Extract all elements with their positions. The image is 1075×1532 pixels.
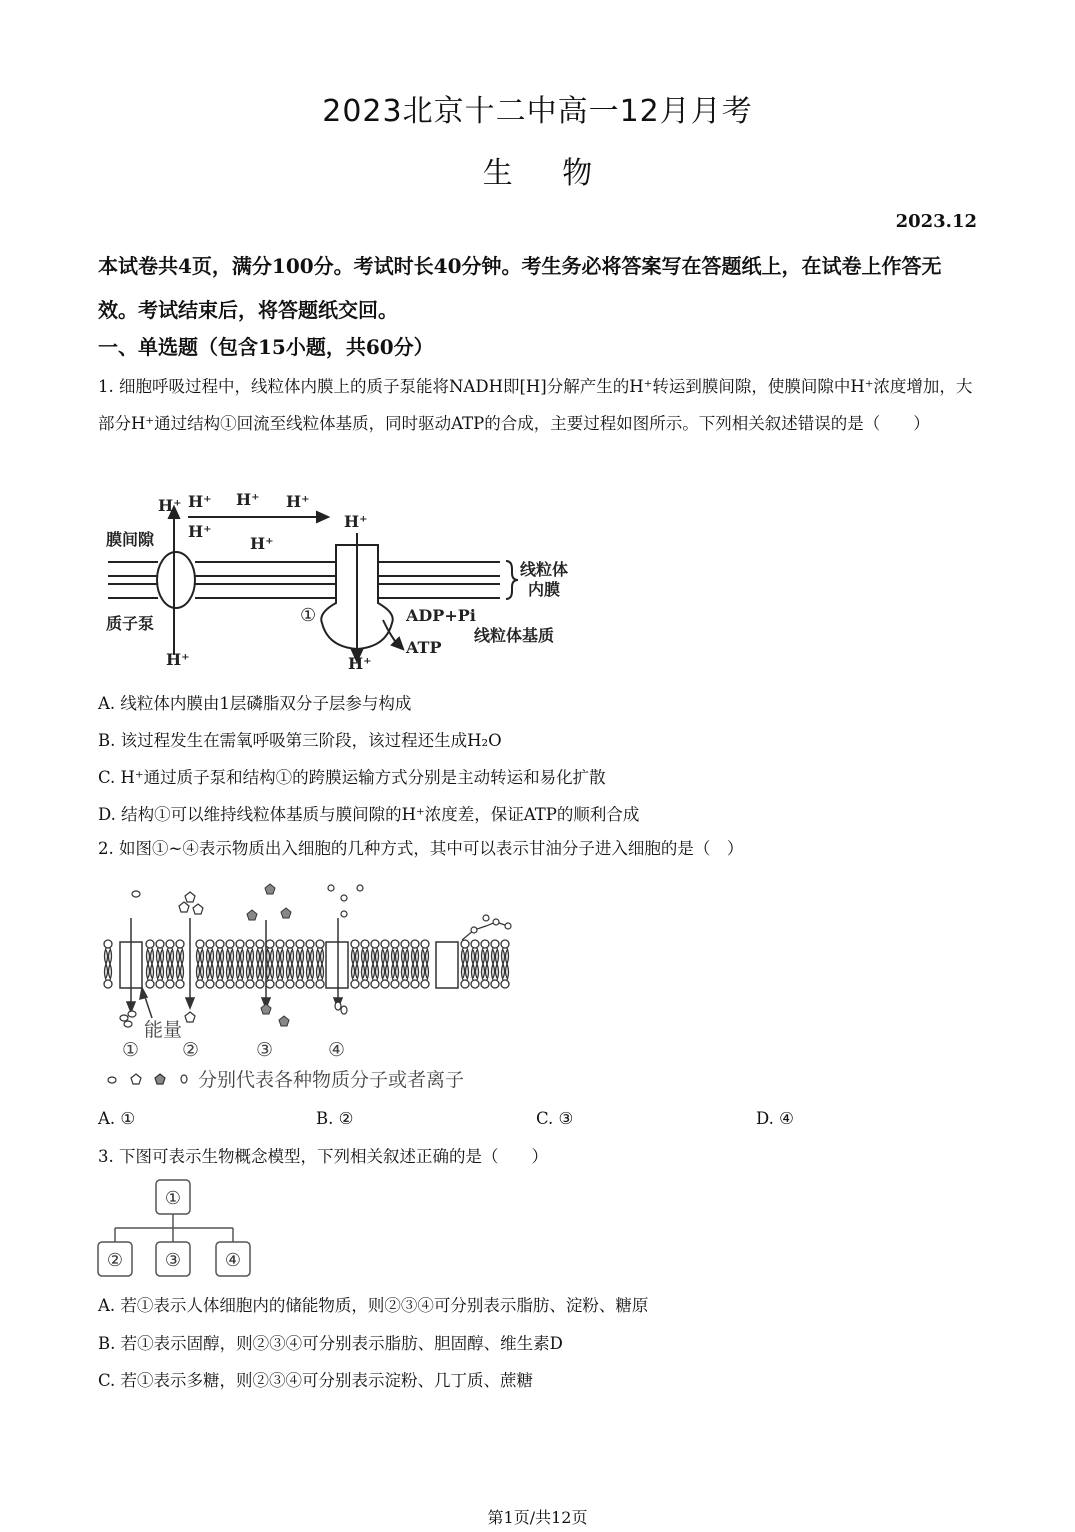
molecule-legend: 分别代表各种物质分子或者离子 bbox=[198, 1069, 465, 1091]
q1-option-b: B. 该过程发生在需氧呼吸第三阶段，该过程还生成H₂O bbox=[98, 731, 502, 750]
q1-option-a: A. 线粒体内膜由1层磷脂双分子层参与构成 bbox=[98, 694, 412, 713]
inner-membrane-label: 线粒体 bbox=[520, 560, 569, 579]
q2-option-d: D. ④ bbox=[756, 1109, 794, 1128]
page-title: 2023北京十二中高一12月月考 bbox=[322, 94, 753, 129]
concept-node-2: ② bbox=[106, 1250, 124, 1271]
concept-node-1: ① bbox=[164, 1188, 182, 1209]
concept-model-figure bbox=[94, 1178, 254, 1282]
structure-1-label: ① bbox=[300, 605, 317, 626]
h-plus-label: H⁺ bbox=[188, 492, 212, 511]
q2-option-c: C. ③ bbox=[536, 1109, 574, 1128]
proton-pump-label: 质子泵 bbox=[106, 614, 155, 633]
route-1-label: ① bbox=[122, 1039, 140, 1061]
concept-node-4: ④ bbox=[224, 1250, 242, 1271]
subject-title: 生 物 bbox=[482, 156, 593, 191]
adp-pi-label: ADP+Pi bbox=[406, 606, 476, 625]
q2-option-a: A. ① bbox=[98, 1109, 136, 1128]
q1-option-c: C. H⁺通过质子泵和结构①的跨膜运输方式分别是主动转运和易化扩散 bbox=[98, 768, 606, 787]
h-plus-label: H⁺ bbox=[188, 522, 212, 541]
q1-option-d: D. 结构①可以维持线粒体基质与膜间隙的H⁺浓度差，保证ATP的顺利合成 bbox=[98, 805, 640, 824]
question-1-stem: 1. 细胞呼吸过程中，线粒体内膜上的质子泵能将NADH即[H]分解产生的H⁺转运到膜间隙，使膜间隙中H⁺浓度增加，大部分H⁺通过结构①回流至线粒体基质，同时驱动ATP的合成，主要过程如图所示。下列相关叙述错误的是（ ） bbox=[98, 377, 973, 433]
exam-notice: 本试卷共4页，满分100分。考试时长40分钟。考生务必将答案写在答题纸上，在试卷上作答无效。考试结束后，将答题纸交回。 bbox=[98, 254, 942, 322]
intermembrane-space-label: 膜间隙 bbox=[106, 530, 155, 549]
route-2-label: ② bbox=[182, 1039, 200, 1061]
membrane-transport-figure bbox=[100, 878, 520, 1098]
q3-option-a: A. 若①表示人体细胞内的储能物质，则②③④可分别表示脂肪、淀粉、糖原 bbox=[98, 1296, 649, 1315]
h-plus-label: H⁺ bbox=[348, 654, 372, 673]
energy-label: 能量 bbox=[144, 1019, 183, 1041]
h-plus-label: H⁺ bbox=[158, 496, 182, 515]
mitochondria-membrane-figure bbox=[100, 485, 600, 675]
h-plus-label: H⁺ bbox=[166, 650, 190, 669]
h-plus-label: H⁺ bbox=[236, 490, 260, 509]
concept-node-3: ③ bbox=[164, 1250, 182, 1271]
section-heading: 一、单选题（包含15小题，共60分） bbox=[98, 335, 434, 359]
inner-membrane-label: 内膜 bbox=[528, 580, 561, 599]
route-4-label: ④ bbox=[328, 1039, 346, 1061]
exam-date: 2023.12 bbox=[895, 211, 977, 232]
matrix-label: 线粒体基质 bbox=[474, 626, 555, 645]
q3-option-c: C. 若①表示多糖，则②③④可分别表示淀粉、几丁质、蔗糖 bbox=[98, 1371, 534, 1390]
question-3-stem: 3. 下图可表示生物概念模型，下列相关叙述正确的是（ ） bbox=[98, 1147, 548, 1166]
atp-label: ATP bbox=[406, 638, 442, 657]
q2-option-b: B. ② bbox=[316, 1109, 354, 1128]
h-plus-label: H⁺ bbox=[250, 534, 274, 553]
page-footer: 第1页/共12页 bbox=[487, 1508, 588, 1527]
route-3-label: ③ bbox=[256, 1039, 274, 1061]
h-plus-label: H⁺ bbox=[286, 492, 310, 511]
q3-option-b: B. 若①表示固醇，则②③④可分别表示脂肪、胆固醇、维生素D bbox=[98, 1334, 563, 1353]
h-plus-label: H⁺ bbox=[344, 512, 368, 531]
question-2-stem: 2. 如图①~④表示物质出入细胞的几种方式，其中可以表示甘油分子进入细胞的是（ ） bbox=[98, 839, 744, 858]
